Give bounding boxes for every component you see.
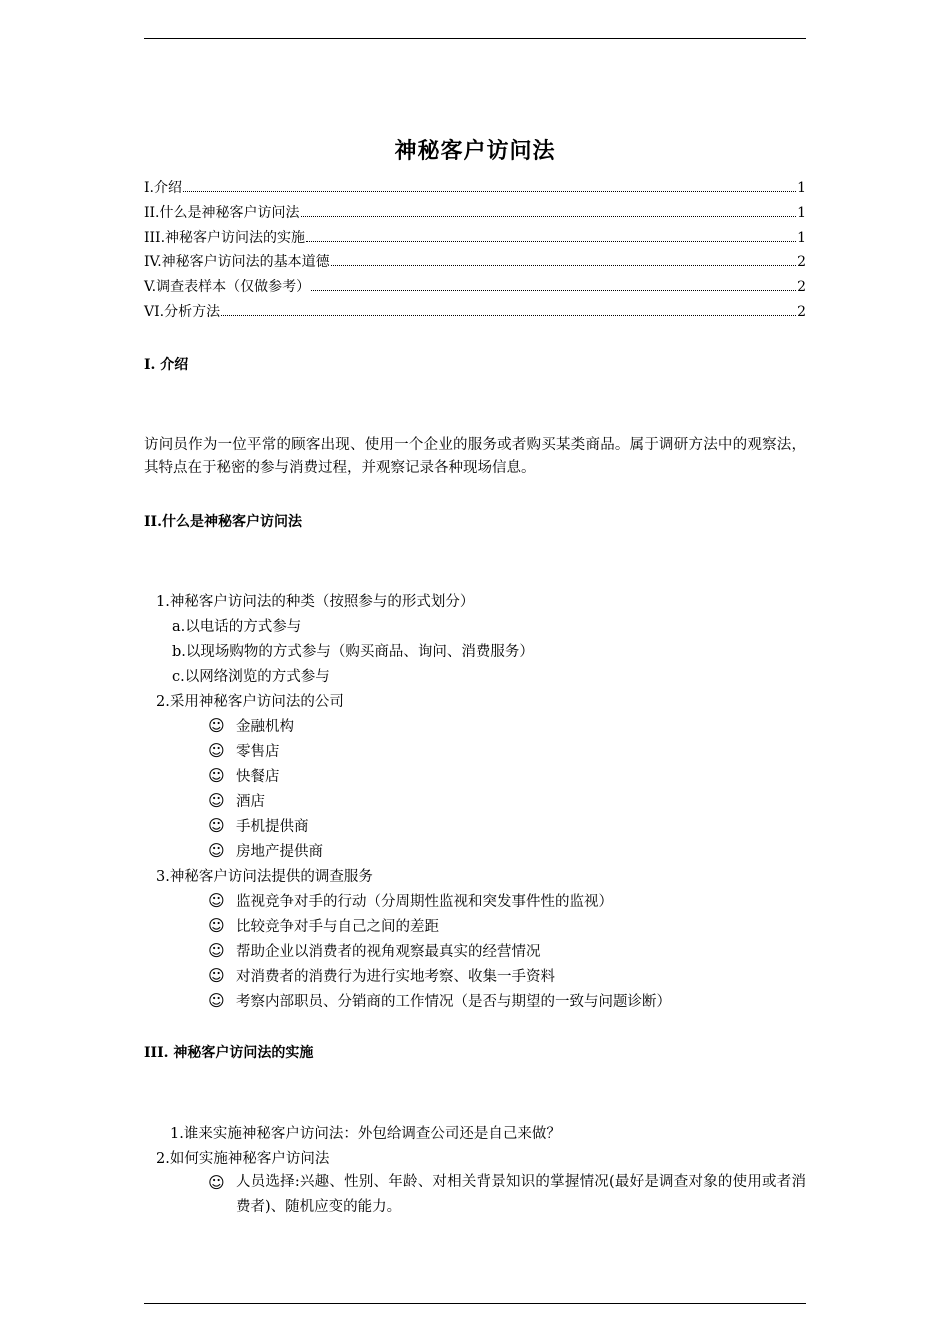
- toc-page: 2: [797, 279, 806, 296]
- bullet-item: ☺ 房地产提供商: [208, 841, 323, 860]
- list-item: 2.采用神秘客户访问法的公司: [156, 694, 344, 710]
- toc-leader: [331, 265, 796, 266]
- smiley-icon: ☺: [208, 741, 225, 760]
- smiley-icon: ☺: [208, 891, 225, 910]
- toc-label: VI.分析方法: [144, 303, 221, 320]
- toc-label: III.神秘客户访问法的实施: [144, 229, 306, 246]
- bullet-item: ☺ 帮助企业以消费者的视角观察最真实的经营情况: [208, 941, 541, 960]
- smiley-icon: ☺: [208, 1173, 225, 1192]
- bullet-item: ☺ 人员选择:兴趣、性别、年龄、对相关背景知识的掌握情况(最好是调查对象的使用或者消费者)、随机应变的能力。: [208, 1170, 806, 1220]
- toc-leader: [301, 216, 797, 217]
- toc-entry[interactable]: [144, 275, 806, 300]
- toc-entry[interactable]: [144, 250, 806, 275]
- bullet-item: ☺ 酒店: [208, 791, 265, 810]
- smiley-icon: ☺: [208, 966, 225, 985]
- section-heading-what: II.什么是神秘客户访问法: [144, 514, 302, 530]
- smiley-icon: ☺: [208, 766, 225, 785]
- section-heading-intro: I. 介绍: [144, 357, 189, 373]
- smiley-icon: ☺: [208, 791, 225, 810]
- table-of-contents: [144, 176, 806, 325]
- toc-label: I.介绍: [144, 180, 182, 196]
- toc-page: 1: [797, 180, 806, 196]
- document-title: 神秘客户访问法: [394, 138, 556, 164]
- bullet-item: ☺ 对消费者的消费行为进行实地考察、收集一手资料: [208, 966, 555, 985]
- section-heading-implement: III. 神秘客户访问法的实施: [144, 1045, 314, 1061]
- list-item: 1.谁来实施神秘客户访问法：外包给调查公司还是自己来做？: [170, 1126, 561, 1142]
- bullet-item: ☺ 比较竞争对手与自己之间的差距: [208, 916, 439, 935]
- toc-entry[interactable]: [144, 176, 806, 201]
- intro-paragraph: 访问员作为一位平常的顾客出现、使用一个企业的服务或者购买某类商品。属于调研方法中的观察法， 其特点在于秘密的参与消费过程，并观察记录各种现场信息。: [144, 437, 806, 476]
- sub-list-item: c.以网络浏览的方式参与: [172, 669, 330, 685]
- toc-label: V.调查表样本（仅做参考）: [144, 279, 311, 296]
- list-item: 2.如何实施神秘客户访问法: [156, 1151, 330, 1167]
- toc-entry[interactable]: [144, 201, 806, 226]
- toc-entry[interactable]: [144, 226, 806, 251]
- header-rule: [144, 38, 806, 39]
- sub-list-item: a.以电话的方式参与: [172, 619, 302, 635]
- list-item: 1.神秘客户访问法的种类（按照参与的形式划分）: [156, 594, 475, 610]
- toc-label: IV.神秘客户访问法的基本道德: [144, 254, 330, 271]
- smiley-icon: ☺: [208, 916, 225, 935]
- bullet-item: ☺ 零售店: [208, 741, 280, 760]
- toc-page: 2: [797, 254, 806, 271]
- bullet-item: ☺ 监视竞争对手的行动（分周期性监视和突发事件性的监视）: [208, 891, 613, 910]
- toc-page: 1: [797, 229, 806, 246]
- bullet-item: ☺ 手机提供商: [208, 816, 309, 835]
- sub-list-item: b.以现场购物的方式参与（购买商品、询问、消费服务）: [172, 644, 534, 660]
- smiley-icon: ☺: [208, 941, 225, 960]
- smiley-icon: ☺: [208, 716, 225, 735]
- bullet-item: ☺ 快餐店: [208, 766, 280, 785]
- toc-leader: [306, 241, 796, 242]
- toc-label: II.什么是神秘客户访问法: [144, 204, 300, 221]
- smiley-icon: ☺: [208, 816, 225, 835]
- toc-page: 1: [797, 204, 806, 221]
- bullet-item: ☺ 考察内部职员、分销商的工作情况（是否与期望的一致与问题诊断）: [208, 991, 671, 1010]
- bullet-item: ☺ 金融机构: [208, 716, 294, 735]
- footer-rule: [144, 1303, 806, 1304]
- toc-leader: [311, 290, 796, 291]
- toc-leader: [183, 191, 796, 192]
- toc-leader: [221, 315, 796, 316]
- smiley-icon: ☺: [208, 841, 225, 860]
- list-item: 3.神秘客户访问法提供的调查服务: [156, 869, 373, 885]
- toc-entry[interactable]: [144, 300, 806, 325]
- smiley-icon: ☺: [208, 991, 225, 1010]
- toc-page: 2: [797, 303, 806, 320]
